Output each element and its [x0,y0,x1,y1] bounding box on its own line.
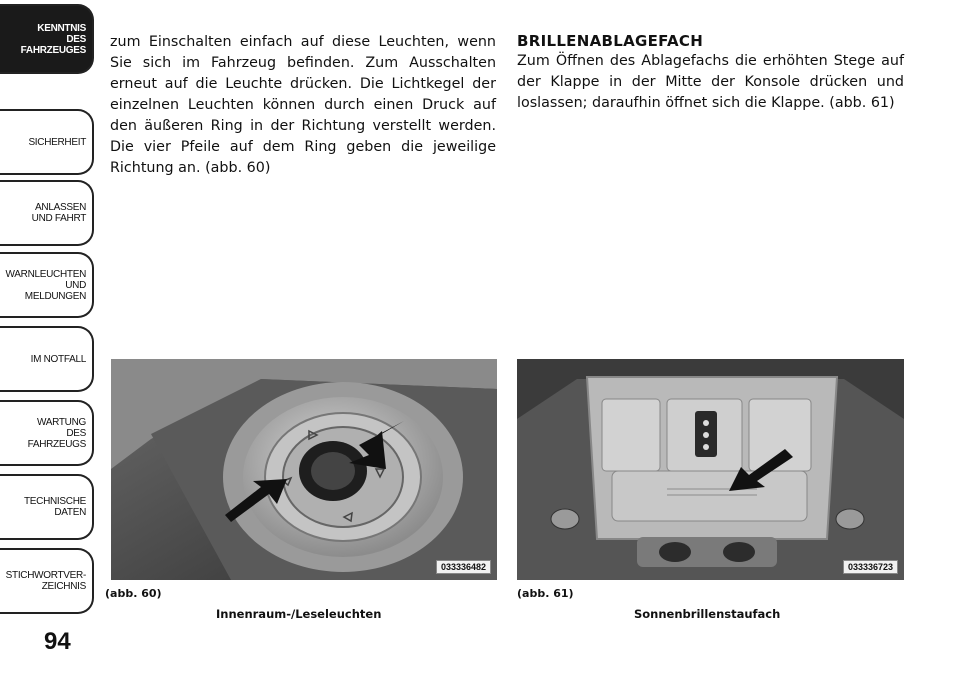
figure-caption-60: Innenraum-/Leseleuchten [216,607,382,621]
reading-light-illustration [111,359,497,580]
tab-wartung-des-fahrzeugs[interactable]: WARTUNG DES FAHRZEUGS [0,400,94,466]
chapter-sidebar [0,0,98,678]
right-text-column [517,32,904,114]
tab-kenntnis-des-fahrzeuges[interactable]: KENNTNIS DES FAHRZEUGES [0,4,94,74]
figure-ref-61: (abb. 61) [517,587,574,600]
tab-stichwortverzeichnis[interactable]: STICHWORTVER- ZEICHNIS [0,548,94,614]
tab-anlassen-und-fahrt[interactable]: ANLASSEN UND FAHRT [0,180,94,246]
reading-light-drawing [111,359,497,580]
right-paragraph: Zum Öffnen des Ablagefachs die erhöhten Stege auf der Klappe in der Mitte der Konsole drücken und loslassen; daraufhin öffnet sich die Klappe. (abb. 61) [517,53,904,111]
tab-im-notfall[interactable]: IM NOTFALL [0,326,94,392]
figure-ref-60: (abb. 60) [105,587,162,600]
sunglasses-holder-drawing [517,359,904,580]
page-number: 94 [44,628,71,655]
section-heading: BRILLENABLAGEFACH [517,32,704,50]
figure-code: 033336723 [843,560,898,574]
left-text-column [110,32,496,179]
tab-technische-daten[interactable]: TECHNISCHE DATEN [0,474,94,540]
left-paragraph: zum Einschalten einfach auf diese Leuchten, wenn Sie sich im Fahrzeug befinden. Zum Ausschalten erneut auf die Leuchte drücken. Die Lichtkegel der einzelnen Leuchten können durch einen Druck auf den äußeren Ring in der Richtung verstellt werden. Die vier Pfeile auf dem Ring geben die jeweilige Richtung an. (abb. 60) [110,34,496,176]
figure-code: 033336482 [436,560,491,574]
tab-warnleuchten-und-meldungen[interactable]: WARNLEUCHTEN UND MELDUNGEN [0,252,94,318]
sunglasses-holder-illustration [517,359,904,580]
figure-caption-61: Sonnenbrillenstaufach [634,607,781,621]
tab-sicherheit[interactable]: SICHERHEIT [0,109,94,175]
